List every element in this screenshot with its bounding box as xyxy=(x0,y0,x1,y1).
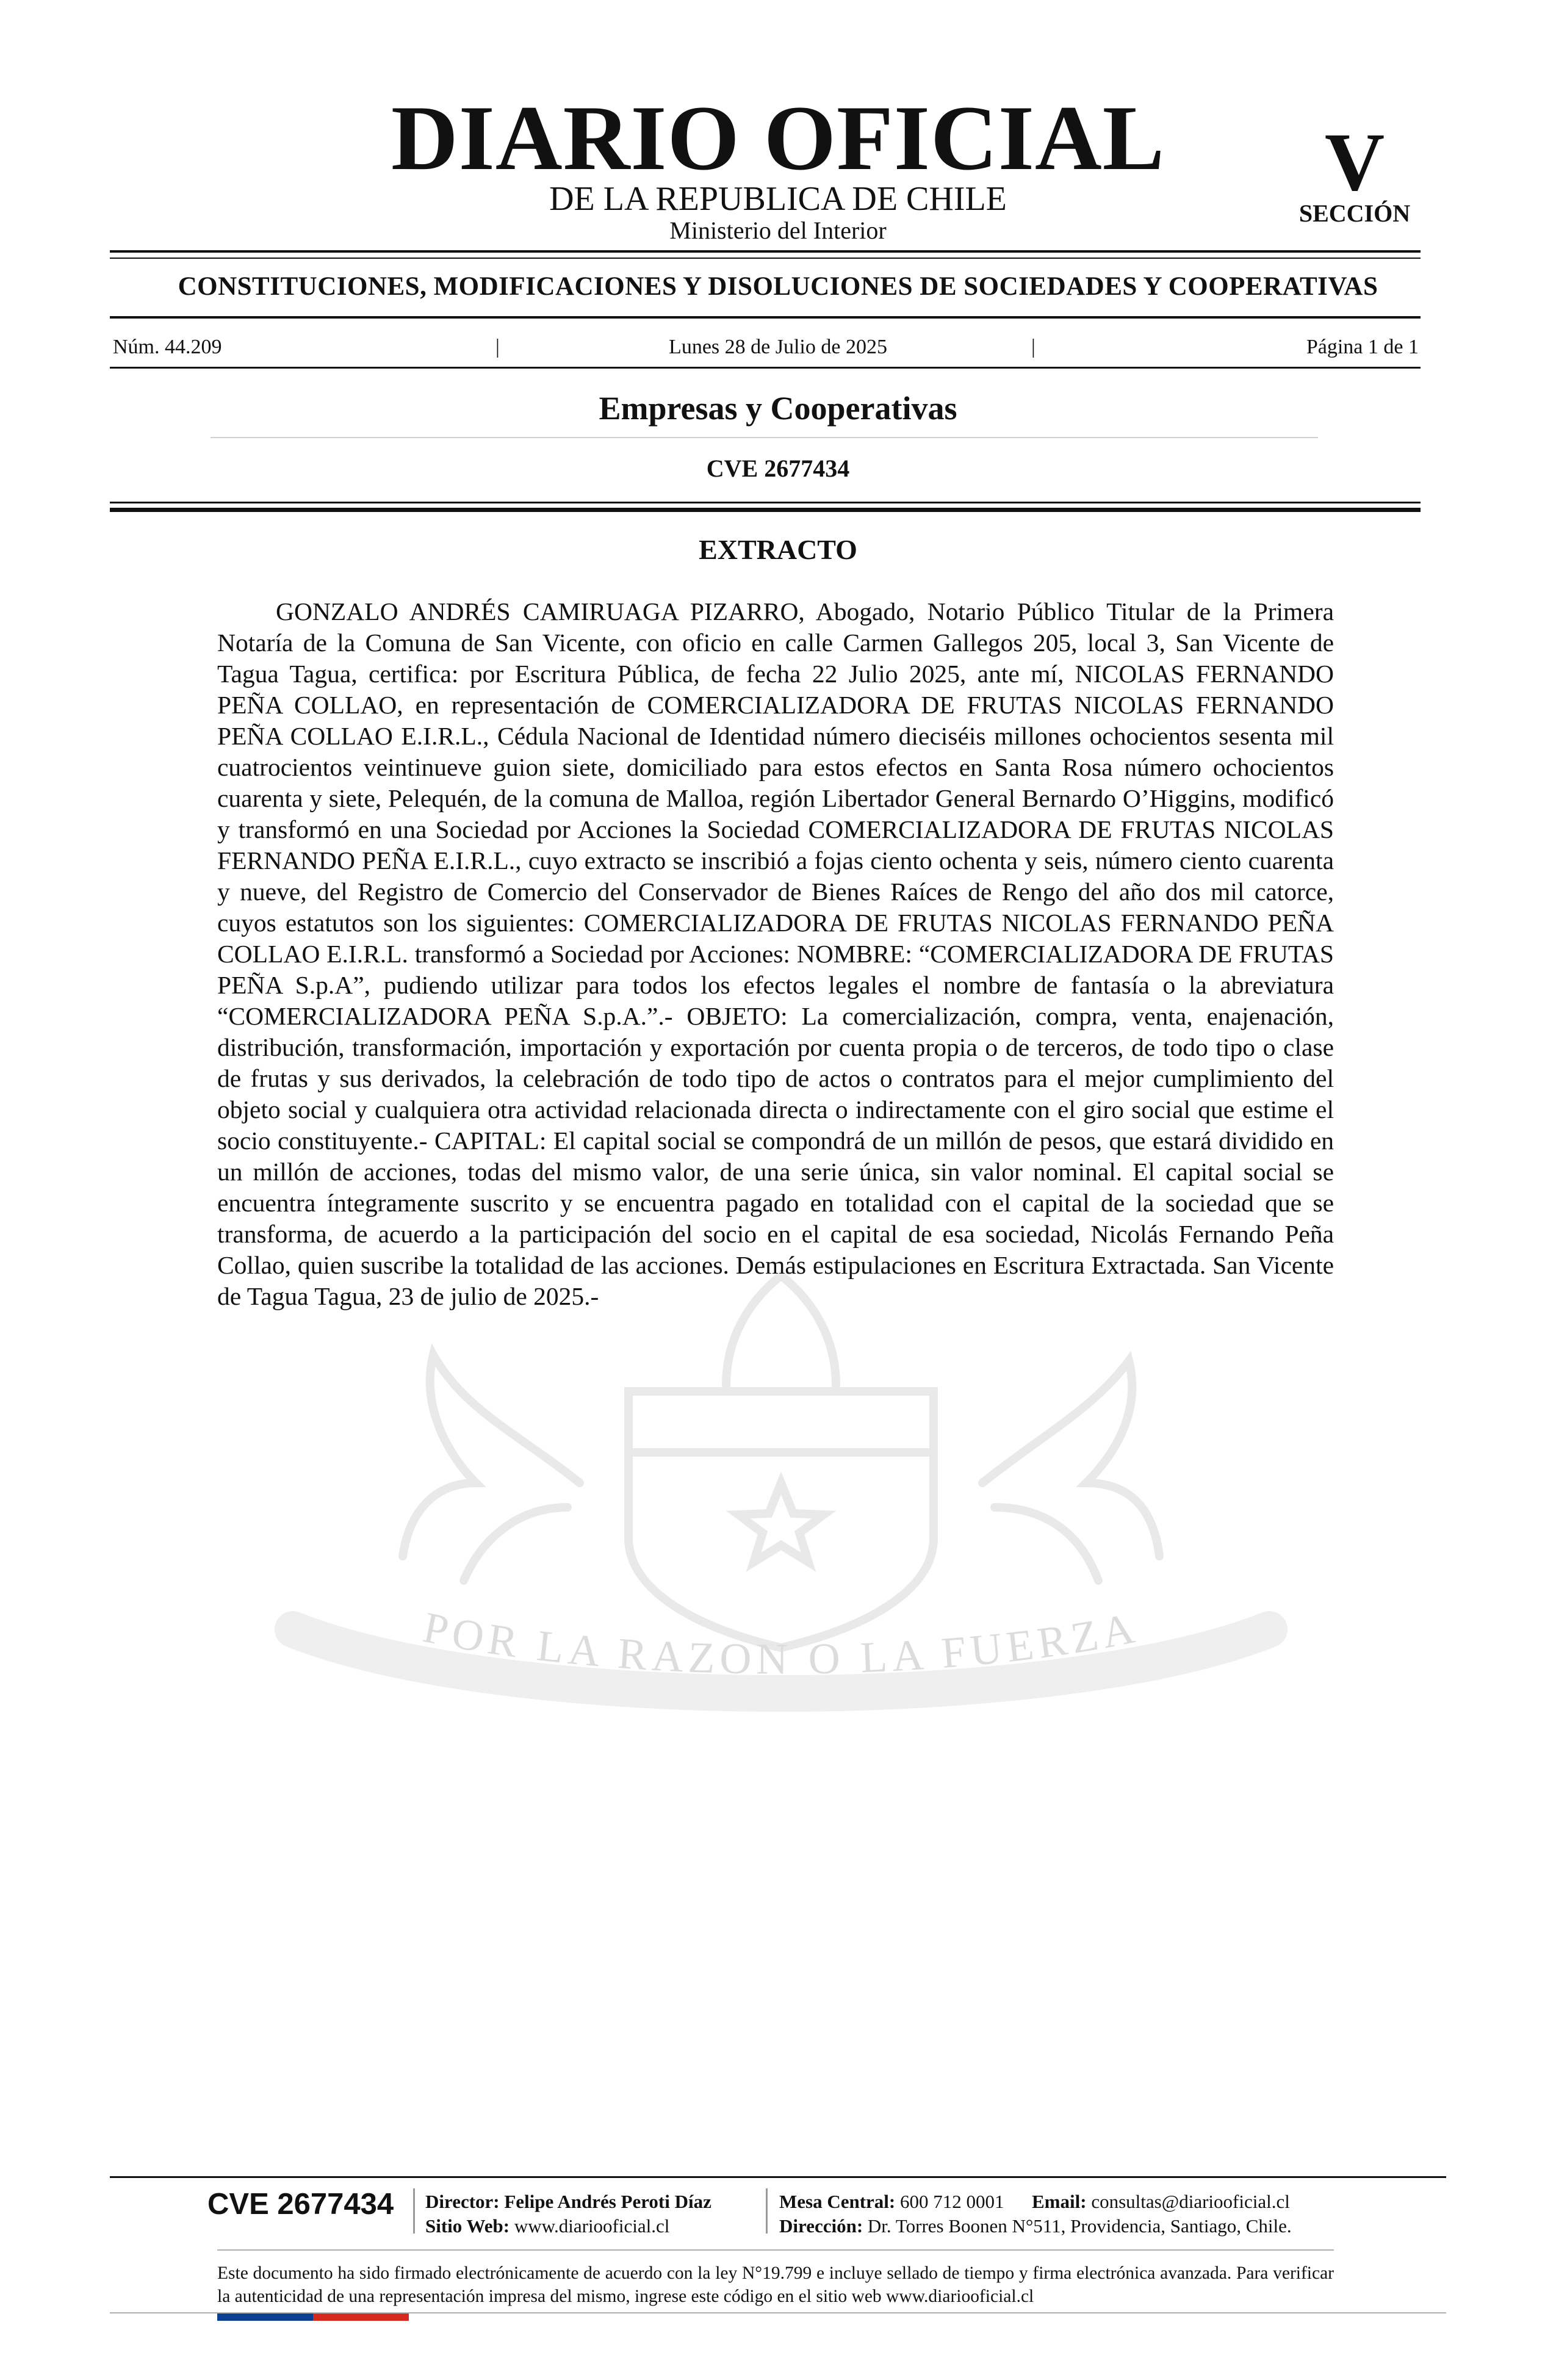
cve-code: CVE 2677434 xyxy=(706,455,850,482)
address-value: Dr. Torres Boonen N°511, Providencia, Santiago, Chile. xyxy=(867,2215,1292,2237)
email-link[interactable]: consultas@diariooficial.cl xyxy=(1091,2191,1290,2212)
meta-rule-bottom xyxy=(110,367,1421,369)
masthead-rule-top xyxy=(110,250,1421,253)
meta-separator: | xyxy=(1031,336,1036,358)
masthead-ministry: Ministerio del Interior xyxy=(669,217,887,244)
director-name: Felipe Andrés Peroti Díaz xyxy=(504,2191,711,2212)
flag-stripe-blue xyxy=(217,2313,313,2321)
footer-cve-code: CVE 2677434 xyxy=(207,2188,394,2221)
issue-number: Núm. 44.209 xyxy=(113,336,222,358)
footer-rule-top xyxy=(110,2176,1446,2178)
content-rule-top xyxy=(110,502,1421,503)
flag-stripe-red xyxy=(313,2313,409,2321)
masthead-title: DIARIO OFICIAL xyxy=(391,87,1165,189)
footer-divider xyxy=(413,2188,415,2234)
masthead-subtitle: DE LA REPUBLICA DE CHILE xyxy=(549,180,1007,218)
email-label: Email: xyxy=(1032,2191,1087,2212)
director-label: Director: xyxy=(425,2191,500,2212)
category-banner: CONSTITUCIONES, MODIFICACIONES Y DISOLUCIONES DE SOCIEDADES Y COOPERATIVAS xyxy=(178,272,1378,301)
section-letter: V xyxy=(1324,117,1385,208)
footer-contact xyxy=(779,2192,1290,2211)
section-underline xyxy=(211,437,1318,438)
phone-value: 600 712 0001 xyxy=(900,2191,1004,2212)
section-label: SECCIÓN xyxy=(1298,200,1411,227)
electronic-signature-notice: Este documento ha sido firmado electrónicamente de acuerdo con la ley N°19.799 e incluye sellado de tiempo y firma electrónica avanzada. Para verificar la autenticidad de una representación impresa del mismo, ingrese este código en el sitio web www.diariooficial.cl xyxy=(217,2263,1334,2306)
footer-website xyxy=(425,2216,669,2235)
section-heading: Empresas y Cooperativas xyxy=(599,390,957,427)
website-label: Sitio Web: xyxy=(425,2215,510,2237)
content-rule-bottom xyxy=(110,508,1421,512)
website-link[interactable]: www.diariooficial.cl xyxy=(514,2215,670,2237)
coat-of-arms-watermark xyxy=(201,1251,1361,1727)
page-indicator: Página 1 de 1 xyxy=(1306,336,1419,358)
meta-rule-top xyxy=(110,316,1421,319)
watermark-motto: POR LA RAZON O LA FUERZA xyxy=(419,1603,1143,1684)
masthead-rule-bottom xyxy=(110,258,1421,259)
footer-rule-middle xyxy=(217,2249,1334,2251)
meta-separator: | xyxy=(495,336,500,358)
phone-label: Mesa Central: xyxy=(779,2191,896,2212)
document-type: EXTRACTO xyxy=(699,534,857,565)
footer-divider xyxy=(766,2188,768,2234)
extract-body: GONZALO ANDRÉS CAMIRUAGA PIZARRO, Abogado, Notario Público Titular de la Primera Notaría de la Comuna de San Vicente, con oficio en calle Carmen Gallegos 205, local 3, San Vicente de Tagua Tagua, certifica: por Escritura Pública, de fecha 22 Julio 2025, ante mí, NICOLAS FERNANDO PEÑA COLLAO, en representación de COMERCIALIZADORA DE FRUTAS NICOLAS FERNANDO PEÑA COLLAO E.I.R.L., Cédula Nacional de Identidad número dieciséis millones ochocientos sesenta mil cuatrocientos veintinueve guion siete, domiciliado para estos efectos en Santa Rosa número ochocientos cuarenta y siete, Pelequén, de la comuna de Malloa, región Libertador General Bernardo O’Higgins, modificó y transformó en una Sociedad por Acciones la Sociedad COMERCIALIZADORA DE FRUTAS NICOLAS FERNANDO PEÑA E.I.R.L., cuyo extracto se inscribió a fojas ciento ochenta y seis, número ciento cuarenta y nueve, del Registro de Comercio del Conservador de Bienes Raíces de Rengo del año dos mil catorce, cuyos estatutos son los siguientes: COMERCIALIZADORA DE FRUTAS NICOLAS FERNANDO PEÑA COLLAO E.I.R.L. transformó a Sociedad por Acciones: NOMBRE: “COMERCIALIZADORA DE FRUTAS PEÑA S.p.A”, pudiendo utilizar para todos los efectos legales el nombre de fantasía o la abreviatura “COMERCIALIZADORA PEÑA S.p.A.”.- OBJETO: La comercialización, compra, venta, enajenación, distribución, transformación, importación y exportación por cuenta propia o de terceros, de todo tipo o clase de frutas y sus derivados, la celebración de todo tipo de actos o contratos para el mejor cumplimiento del objeto social y cualquiera otra actividad relacionada directa o indirectamente con el giro social que estime el socio constituyente.- CAPITAL: El capital social se compondrá de un millón de pesos, que estará dividido en un millón de acciones, todas del mismo valor, de una serie única, sin valor nominal. El capital social se encuentra íntegramente suscrito y se encuentra pagado en totalidad con el capital de la sociedad que se transforma, de acuerdo a la participación del socio en el capital de esa sociedad, Nicolás Fernando Peña Collao, quien suscribe la totalidad de las acciones. Demás estipulaciones en Escritura Extractada. San Vicente de Tagua Tagua, 23 de julio de 2025.- xyxy=(217,597,1334,1310)
address-label: Dirección: xyxy=(779,2215,863,2237)
footer-address xyxy=(779,2216,1292,2235)
footer-director xyxy=(425,2192,711,2211)
issue-date: Lunes 28 de Julio de 2025 xyxy=(669,336,887,358)
